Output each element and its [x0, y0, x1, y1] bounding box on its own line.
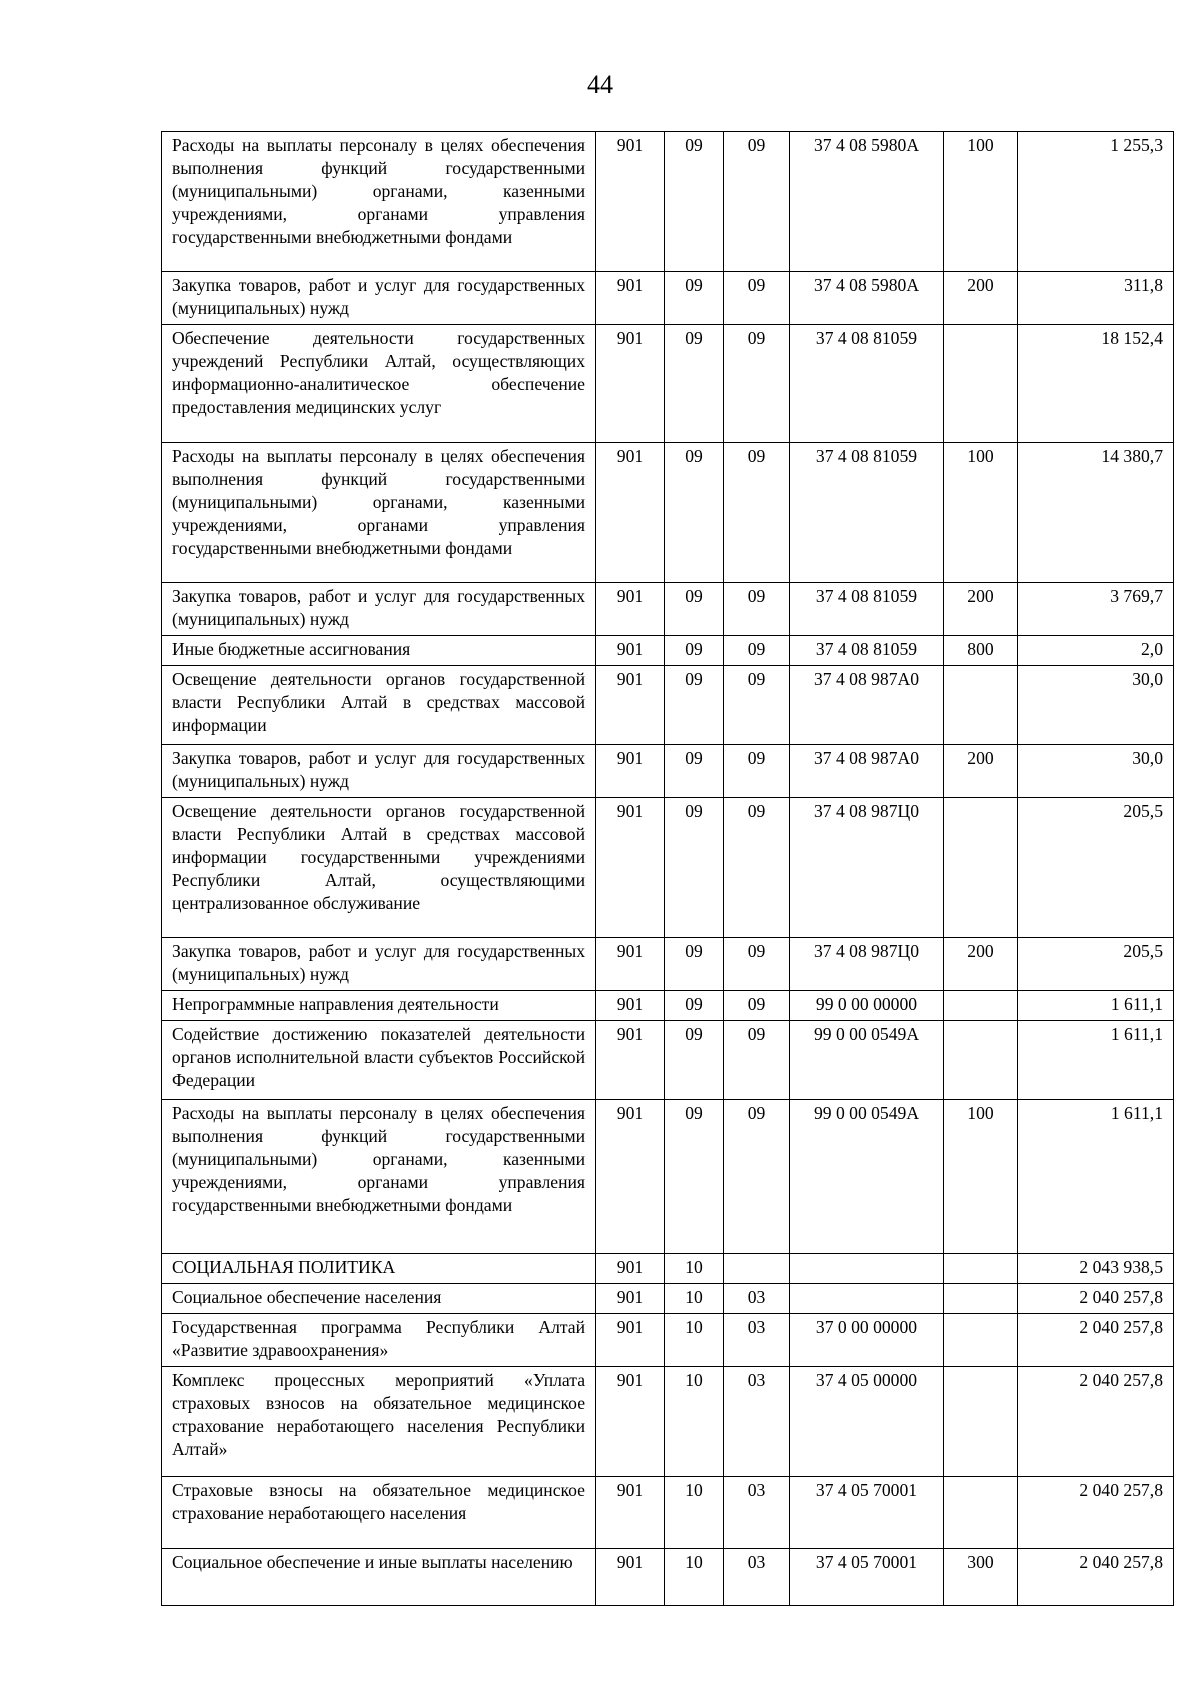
ministry-code: 901	[596, 443, 665, 583]
expense-type: 800	[944, 636, 1018, 666]
section-code: 09	[665, 991, 724, 1021]
expense-type: 300	[944, 1549, 1018, 1606]
table-row	[162, 938, 1174, 991]
section-code: 09	[665, 272, 724, 325]
section-code: 10	[665, 1284, 724, 1314]
expense-type: 200	[944, 583, 1018, 636]
target-article: 37 4 08 81059	[790, 583, 944, 636]
subsection-code: 09	[724, 745, 790, 798]
ministry-code: 901	[596, 745, 665, 798]
amount: 205,5	[1018, 938, 1174, 991]
amount: 2 043 938,5	[1018, 1254, 1174, 1284]
amount: 2 040 257,8	[1018, 1284, 1174, 1314]
subsection-code: 03	[724, 1284, 790, 1314]
expense-type	[944, 991, 1018, 1021]
target-article: 37 0 00 00000	[790, 1314, 944, 1367]
target-article: 37 4 08 81059	[790, 325, 944, 443]
ministry-code: 901	[596, 1021, 665, 1100]
expense-description: Расходы на выплаты персоналу в целях обеспечения выполнения функций государственными (муниципальными) органами, казенными учреждениями, органами управления государственными внебюджетными фондами	[162, 443, 596, 583]
table-row	[162, 666, 1174, 745]
subsection-code: 03	[724, 1477, 790, 1549]
expense-description: Закупка товаров, работ и услуг для государственных (муниципальных) нужд	[162, 938, 596, 991]
table-row	[162, 325, 1174, 443]
subsection-code: 09	[724, 583, 790, 636]
target-article: 37 4 08 81059	[790, 636, 944, 666]
subsection-code	[724, 1254, 790, 1284]
ministry-code: 901	[596, 1477, 665, 1549]
table-row	[162, 1254, 1174, 1284]
subsection-code: 09	[724, 798, 790, 938]
budget-table	[161, 131, 1174, 1606]
subsection-code: 09	[724, 132, 790, 272]
subsection-code: 09	[724, 325, 790, 443]
target-article: 37 4 05 70001	[790, 1477, 944, 1549]
subsection-code: 03	[724, 1367, 790, 1477]
expense-type	[944, 798, 1018, 938]
subsection-code: 09	[724, 272, 790, 325]
target-article: 99 0 00 0549А	[790, 1021, 944, 1100]
subsection-code: 03	[724, 1549, 790, 1606]
expense-type	[944, 666, 1018, 745]
expense-description: Непрограммные направления деятельности	[162, 991, 596, 1021]
ministry-code: 901	[596, 132, 665, 272]
expense-description: Страховые взносы на обязательное медицинское страхование неработающего населения	[162, 1477, 596, 1549]
amount: 1 611,1	[1018, 1021, 1174, 1100]
amount: 2 040 257,8	[1018, 1367, 1174, 1477]
subsection-code: 09	[724, 636, 790, 666]
target-article	[790, 1254, 944, 1284]
ministry-code: 901	[596, 1284, 665, 1314]
subsection-code: 09	[724, 991, 790, 1021]
expense-type	[944, 1254, 1018, 1284]
section-code: 09	[665, 443, 724, 583]
ministry-code: 901	[596, 272, 665, 325]
amount: 2 040 257,8	[1018, 1549, 1174, 1606]
table-row	[162, 583, 1174, 636]
ministry-code: 901	[596, 1100, 665, 1254]
table-row	[162, 1549, 1174, 1606]
amount: 205,5	[1018, 798, 1174, 938]
amount: 311,8	[1018, 272, 1174, 325]
table-row	[162, 1314, 1174, 1367]
table-row	[162, 991, 1174, 1021]
page-number: 44	[587, 70, 613, 99]
target-article: 37 4 08 987Ц0	[790, 938, 944, 991]
amount: 14 380,7	[1018, 443, 1174, 583]
section-code: 09	[665, 798, 724, 938]
ministry-code: 901	[596, 1549, 665, 1606]
table-row	[162, 132, 1174, 272]
target-article: 37 4 08 987А0	[790, 745, 944, 798]
expense-description: Расходы на выплаты персоналу в целях обеспечения выполнения функций государственными (муниципальными) органами, казенными учреждениями, органами управления государственными внебюджетными фондами	[162, 1100, 596, 1254]
expense-description: Закупка товаров, работ и услуг для государственных (муниципальных) нужд	[162, 272, 596, 325]
ministry-code: 901	[596, 666, 665, 745]
amount: 1 255,3	[1018, 132, 1174, 272]
section-code: 10	[665, 1367, 724, 1477]
expense-type	[944, 1477, 1018, 1549]
expense-type: 200	[944, 938, 1018, 991]
table-row	[162, 1100, 1174, 1254]
ministry-code: 901	[596, 991, 665, 1021]
expense-description: СОЦИАЛЬНАЯ ПОЛИТИКА	[162, 1254, 596, 1284]
ministry-code: 901	[596, 325, 665, 443]
section-code: 09	[665, 666, 724, 745]
section-code: 09	[665, 583, 724, 636]
expense-type	[944, 325, 1018, 443]
section-code: 09	[665, 745, 724, 798]
amount: 3 769,7	[1018, 583, 1174, 636]
table-row	[162, 636, 1174, 666]
expense-description: Закупка товаров, работ и услуг для государственных (муниципальных) нужд	[162, 745, 596, 798]
ministry-code: 901	[596, 1314, 665, 1367]
amount: 1 611,1	[1018, 1100, 1174, 1254]
table-row	[162, 1021, 1174, 1100]
table-row	[162, 798, 1174, 938]
expense-type	[944, 1021, 1018, 1100]
section-code: 10	[665, 1314, 724, 1367]
amount: 1 611,1	[1018, 991, 1174, 1021]
ministry-code: 901	[596, 938, 665, 991]
expense-type: 200	[944, 745, 1018, 798]
ministry-code: 901	[596, 636, 665, 666]
amount: 2 040 257,8	[1018, 1314, 1174, 1367]
subsection-code: 03	[724, 1314, 790, 1367]
table-row	[162, 1477, 1174, 1549]
expense-type: 100	[944, 443, 1018, 583]
expense-description: Расходы на выплаты персоналу в целях обеспечения выполнения функций государственными (муниципальными) органами, казенными учреждениями, органами управления государственными внебюджетными фондами	[162, 132, 596, 272]
table-row	[162, 443, 1174, 583]
target-article	[790, 1284, 944, 1314]
table-row	[162, 1367, 1174, 1477]
subsection-code: 09	[724, 1100, 790, 1254]
target-article: 37 4 08 5980А	[790, 272, 944, 325]
expense-description: Государственная программа Республики Алтай «Развитие здравоохранения»	[162, 1314, 596, 1367]
expense-description: Социальное обеспечение и иные выплаты населению	[162, 1549, 596, 1606]
expense-description: Иные бюджетные ассигнования	[162, 636, 596, 666]
section-code: 09	[665, 1100, 724, 1254]
target-article: 37 4 08 987А0	[790, 666, 944, 745]
expense-description: Комплекс процессных мероприятий «Уплата страховых взносов на обязательное медицинское страхование неработающего населения Республики Алтай»	[162, 1367, 596, 1477]
expense-description: Обеспечение деятельности государственных учреждений Республики Алтай, осуществляющих информационно-аналитическое обеспечение предоставления медицинских услуг	[162, 325, 596, 443]
expense-type: 200	[944, 272, 1018, 325]
table-row	[162, 745, 1174, 798]
table-row	[162, 272, 1174, 325]
section-code: 10	[665, 1549, 724, 1606]
subsection-code: 09	[724, 443, 790, 583]
amount: 2 040 257,8	[1018, 1477, 1174, 1549]
expense-description: Социальное обеспечение населения	[162, 1284, 596, 1314]
expense-type: 100	[944, 132, 1018, 272]
expense-description: Содействие достижению показателей деятельности органов исполнительной власти субъектов Российской Федерации	[162, 1021, 596, 1100]
subsection-code: 09	[724, 1021, 790, 1100]
target-article: 37 4 05 70001	[790, 1549, 944, 1606]
section-code: 09	[665, 132, 724, 272]
section-code: 10	[665, 1477, 724, 1549]
target-article: 37 4 08 81059	[790, 443, 944, 583]
section-code: 09	[665, 325, 724, 443]
ministry-code: 901	[596, 583, 665, 636]
ministry-code: 901	[596, 1254, 665, 1284]
table-row	[162, 1284, 1174, 1314]
amount: 30,0	[1018, 745, 1174, 798]
expense-description: Освещение деятельности органов государственной власти Республики Алтай в средствах массовой информации государственными учреждениями Республики Алтай, осуществляющими централизованное обслуживание	[162, 798, 596, 938]
amount: 2,0	[1018, 636, 1174, 666]
ministry-code: 901	[596, 798, 665, 938]
expense-type	[944, 1314, 1018, 1367]
section-code: 10	[665, 1254, 724, 1284]
subsection-code: 09	[724, 938, 790, 991]
expense-type	[944, 1284, 1018, 1314]
ministry-code: 901	[596, 1367, 665, 1477]
subsection-code: 09	[724, 666, 790, 745]
section-code: 09	[665, 636, 724, 666]
expense-type	[944, 1367, 1018, 1477]
target-article: 37 4 08 987Ц0	[790, 798, 944, 938]
expense-description: Закупка товаров, работ и услуг для государственных (муниципальных) нужд	[162, 583, 596, 636]
target-article: 99 0 00 0549А	[790, 1100, 944, 1254]
expense-description: Освещение деятельности органов государственной власти Республики Алтай в средствах массовой информации	[162, 666, 596, 745]
target-article: 37 4 08 5980А	[790, 132, 944, 272]
target-article: 99 0 00 00000	[790, 991, 944, 1021]
target-article: 37 4 05 00000	[790, 1367, 944, 1477]
amount: 30,0	[1018, 666, 1174, 745]
expense-type: 100	[944, 1100, 1018, 1254]
section-code: 09	[665, 1021, 724, 1100]
section-code: 09	[665, 938, 724, 991]
table-body	[162, 132, 1174, 1606]
amount: 18 152,4	[1018, 325, 1174, 443]
